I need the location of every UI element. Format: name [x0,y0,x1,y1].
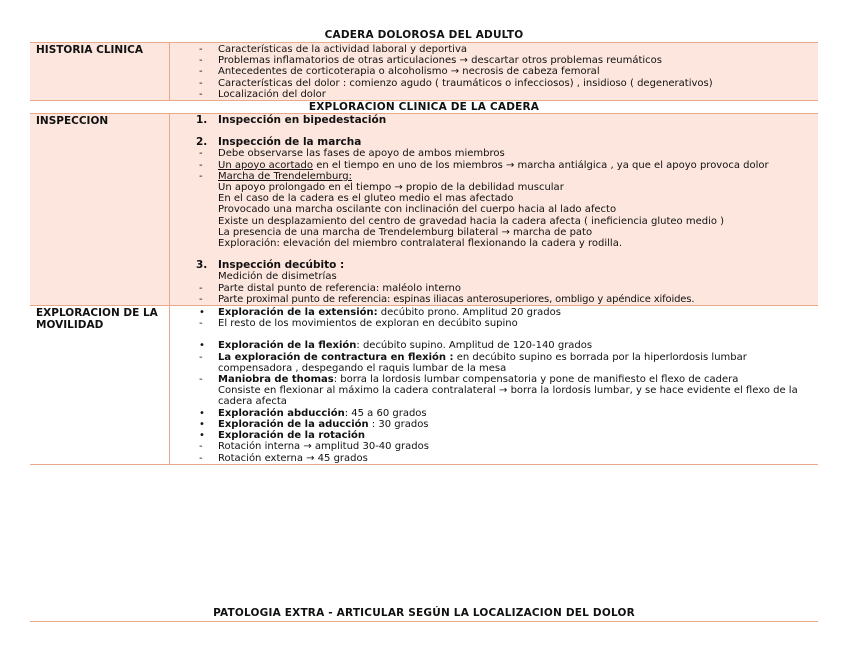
list-item: - Localización del dolor [199,88,326,100]
text-line: Un apoyo prolongado en el tiempo → propio de la debilidad muscular [218,182,564,194]
list-item: - Características del dolor : comienzo agudo ( traumáticos o infecciosos) , insidioso ( degenerativos) [199,77,713,89]
footer-heading: PATOLOGIA EXTRA - ARTICULAR SEGÚN LA LOCALIZACION DEL DOLOR [30,606,818,622]
document [30,28,818,465]
list-item: - Un apoyo acortado en el tiempo en uno de los miembros → marcha antiálgica , ya que el apoyo provoca dolor [199,159,769,171]
historia-clinica-section [30,43,818,101]
list-item: - Marcha de Trendelemburg: [199,170,352,182]
inspeccion-content [170,114,818,305]
list-item: - Maniobra de thomas: borra la lordosis lumbar compensatoria y pone de manifiesto el flexo de cadera [199,374,739,386]
text-line: Provocado una marcha oscilante con inclinación del cuerpo hacia al lado afecto [218,204,617,216]
text-line: Consiste en flexionar al máximo la cadera contralateral → borra la lordosis lumbar, y se hace evidente el flexo de la cadera afecta [218,385,798,408]
numbered-heading: 2. Inspección de la marcha [196,136,362,149]
movilidad-content [170,306,818,464]
list-item: - El resto de los movimientos de exploran en decúbito supino [199,318,518,330]
list-item: - Problemas inflamatorios de otras articulaciones → descartar otros problemas reumáticos [199,55,662,67]
text-line: Exploración: elevación del miembro contralateral flexionando la cadera y rodilla. [218,238,622,250]
list-item: • Exploración abducción: 45 a 60 grados [199,407,427,419]
historia-clinica-label: HISTORIA CLINICA [30,43,170,100]
numbered-heading: 3. Inspección decúbito : [196,259,345,272]
list-item: - Antecedentes de corticoterapia o alcoholismo → necrosis de cabeza femoral [199,66,600,78]
historia-clinica-content [170,43,818,100]
list-item: - Parte proximal punto de referencia: espinas iliacas anterosuperiores, ombligo y apéndice xifoides. [199,293,695,305]
exploracion-clinica-heading: EXPLORACION CLINICA DE LA CADERA [30,101,818,114]
movilidad-section [30,306,818,465]
numbered-heading: 1. Inspección en bipedestación [196,114,387,127]
text-line: Existe un desplazamiento del centro de gravedad hacia la cadera afecta ( ineficiencia gluteo medio ) [218,215,725,227]
list-item: • Exploración de la aducción : 30 grados [199,418,429,430]
list-item: - Rotación externa → 45 grados [199,452,368,464]
list-item: - Rotación interna → amplitud 30-40 grados [199,441,429,453]
text-line: En el caso de la cadera es el gluteo medio el mas afectado [218,193,514,205]
list-item: - Debe observarse las fases de apoyo de ambos miembros [199,148,505,160]
list-item: • Exploración de la rotación [199,430,365,442]
list-item: • Exploración de la extensión: decúbito prono. Amplitud 20 grados [199,307,561,319]
inspeccion-label: INSPECCION [30,114,170,305]
list-item: - Parte distal punto de referencia: maléolo interno [199,282,461,294]
list-item: - Características de la actividad laboral y deportiva [199,44,468,55]
list-item: • Exploración de la flexión: decúbito supino. Amplitud de 120-140 grados [199,340,593,352]
list-item: - La exploración de contractura en flexión : en decúbito supino es borrada por la hiperlordosis lumbar compensadora , despegando el raquis lumbar de la mesa [199,351,747,374]
movilidad-label: EXPLORACION DE LA MOVILIDAD [30,306,170,464]
text-line: Medición de disimetrías [218,271,337,283]
document-title: CADERA DOLOROSA DEL ADULTO [324,29,524,41]
text-line: La presencia de una marcha de Trendelemburg bilateral → marcha de pato [218,226,593,238]
inspeccion-section [30,114,818,306]
